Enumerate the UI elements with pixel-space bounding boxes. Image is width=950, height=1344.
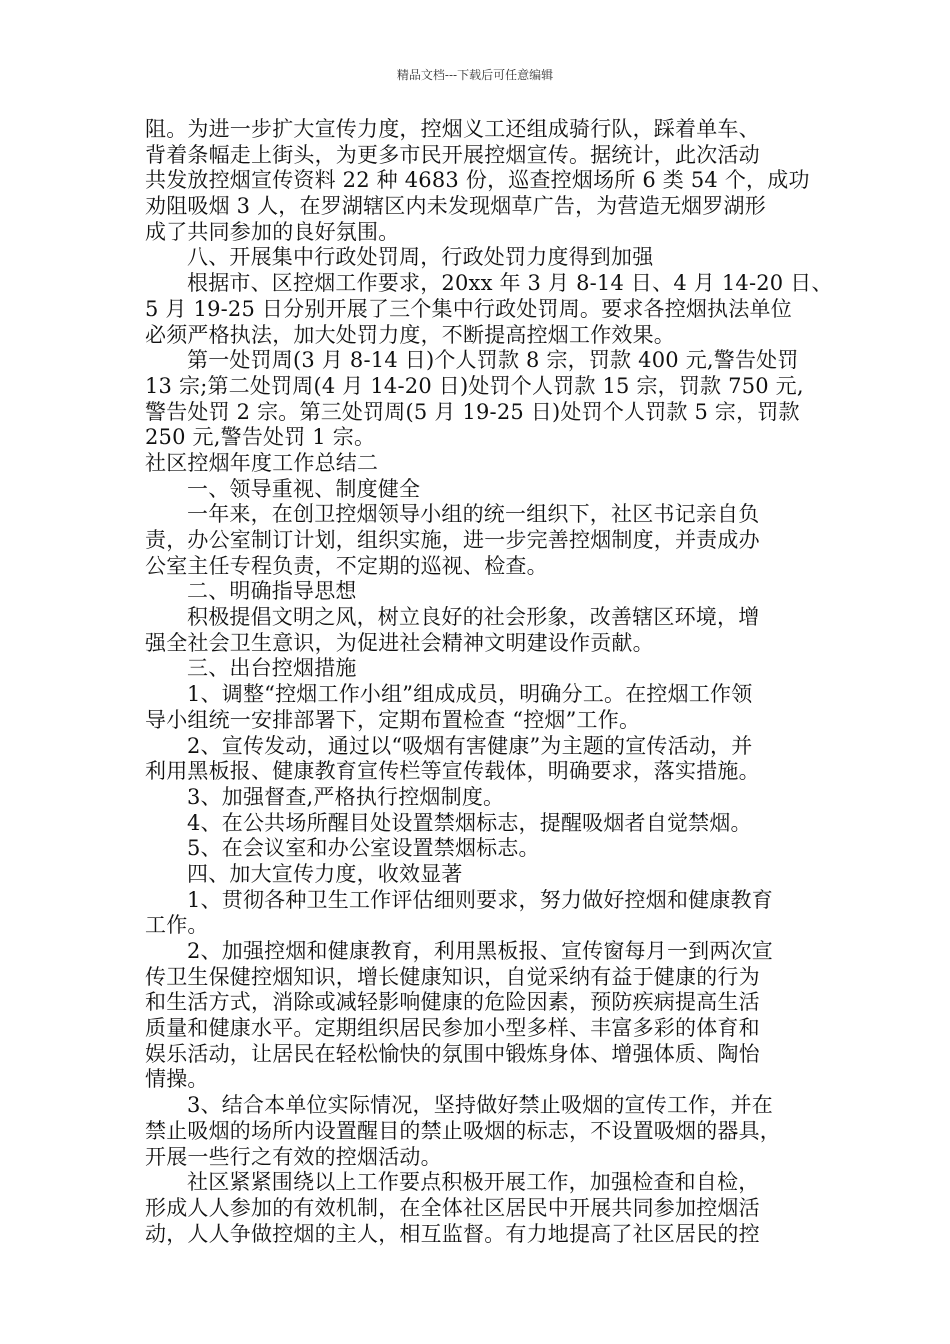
text-line: 必须严格执法，加大处罚力度，不断提高控烟工作效果。 bbox=[145, 322, 675, 347]
text-line: 250 元,警告处罚 1 宗。 bbox=[145, 425, 376, 450]
text-line: 共发放控烟宣传资料 22 种 4683 份，巡查控烟场所 6 类 54 个，成功 bbox=[145, 168, 810, 193]
text-line: 一年来，在创卫控烟领导小组的统一组织下，社区书记亲自负 bbox=[187, 502, 760, 527]
text-line: 5 月 19-25 日分别开展了三个集中行政处罚周。要求各控烟执法单位 bbox=[145, 296, 792, 321]
text-line: 4、在公共场所醒目处设置禁烟标志，提醒吸烟者自觉禁烟。 bbox=[187, 810, 752, 835]
text-line: 社区控烟年度工作总结二 bbox=[145, 450, 379, 475]
text-line: 一、领导重视、制度健全 bbox=[187, 476, 421, 501]
page-header: 精品文档---下载后可任意编辑 bbox=[396, 68, 554, 82]
text-line: 四、加大宣传力度，收效显著 bbox=[187, 861, 463, 886]
text-line: 情操。 bbox=[145, 1067, 209, 1092]
text-line: 成了共同参加的良好氛围。 bbox=[145, 219, 400, 244]
text-line: 13 宗;第二处罚周(4 月 14-20 日)处罚个人罚款 15 宗，罚款 750 元, bbox=[145, 373, 804, 398]
document-body bbox=[145, 117, 833, 1247]
text-line: 三、出台控烟措施 bbox=[187, 656, 357, 681]
text-line: 利用黑板报、健康教育宣传栏等宣传载体，明确要求，落实措施。 bbox=[145, 759, 760, 784]
text-line: 传卫生保健控烟知识，增长健康知识，自觉采纳有益于健康的行为 bbox=[145, 964, 760, 989]
text-line: 和生活方式，消除或减轻影响健康的危险因素，预防疾病提高生活 bbox=[145, 990, 760, 1015]
text-line: 责，办公室制订计划，组织实施，进一步完善控烟制度，并责成办 bbox=[145, 528, 760, 552]
text-line: 根据市、区控烟工作要求，20xx 年 3 月 8-14 日、4 月 14-20 日、 bbox=[187, 271, 833, 296]
text-line: 5、在会议室和办公室设置禁烟标志。 bbox=[187, 836, 540, 861]
text-line: 3、结合本单位实际情况，坚持做好禁止吸烟的宣传工作，并在 bbox=[187, 1093, 773, 1118]
text-line: 动，人人争做控烟的主人，相互监督。有力地提高了社区居民的控 bbox=[145, 1221, 760, 1246]
text-line: 八、开展集中行政处罚周，行政处罚力度得到加强 bbox=[187, 245, 654, 270]
text-line: 1、贯彻各种卫生工作评估细则要求，努力做好控烟和健康教育 bbox=[187, 887, 773, 912]
text-line: 禁止吸烟的场所内设置醒目的禁止吸烟的标志，不设置吸烟的器具， bbox=[145, 1118, 781, 1143]
text-line: 2、加强控烟和健康教育，利用黑板报、宣传窗每月一到两次宣 bbox=[187, 939, 773, 963]
text-line: 工作。 bbox=[145, 913, 209, 938]
text-line: 公室主任专程负责，不定期的巡视、检查。 bbox=[145, 553, 548, 578]
text-line: 质量和健康水平。定期组织居民参加小型多样、丰富多彩的体育和 bbox=[145, 1016, 760, 1041]
text-line: 娱乐活动，让居民在轻松愉快的氛围中锻炼身体、增强体质、陶怡 bbox=[145, 1041, 760, 1066]
text-line: 社区紧紧围绕以上工作要点积极开展工作，加强检查和自检， bbox=[187, 1170, 760, 1195]
text-line: 劝阻吸烟 3 人，在罗湖辖区内未发现烟草广告，为营造无烟罗湖形 bbox=[145, 194, 766, 219]
text-line: 形成人人参加的有效机制，在全体社区居民中开展共同参加控烟活 bbox=[145, 1195, 760, 1220]
text-line: 警告处罚 2 宗。第三处罚周(5 月 19-25 日)处罚个人罚款 5 宗，罚款 bbox=[145, 399, 800, 424]
text-line: 开展一些行之有效的控烟活动。 bbox=[145, 1144, 442, 1169]
text-line: 第一处罚周(3 月 8-14 日)个人罚款 8 宗，罚款 400 元,警告处罚 bbox=[187, 348, 799, 373]
text-line: 阻。为进一步扩大宣传力度，控烟义工还组成骑行队，踩着单车、 bbox=[145, 117, 760, 141]
text-line: 二、明确指导思想 bbox=[187, 579, 357, 604]
text-line: 1、调整“控烟工作小组”组成成员，明确分工。在控烟工作领 bbox=[187, 682, 753, 707]
text-line: 背着条幅走上街头，为更多市民开展控烟宣传。据统计，此次活动 bbox=[145, 142, 760, 167]
text-line: 2、宣传发动，通过以“吸烟有害健康”为主题的宣传活动，并 bbox=[187, 733, 753, 758]
text-line: 强全社会卫生意识，为促进社会精神文明建设作贡献。 bbox=[145, 630, 654, 655]
text-line: 积极提倡文明之风，树立良好的社会形象，改善辖区环境，增 bbox=[187, 605, 760, 630]
text-line: 导小组统一安排部署下，定期布置检查 “控烟”工作。 bbox=[145, 707, 641, 732]
text-line: 3、加强督查,严格执行控烟制度。 bbox=[187, 784, 505, 809]
